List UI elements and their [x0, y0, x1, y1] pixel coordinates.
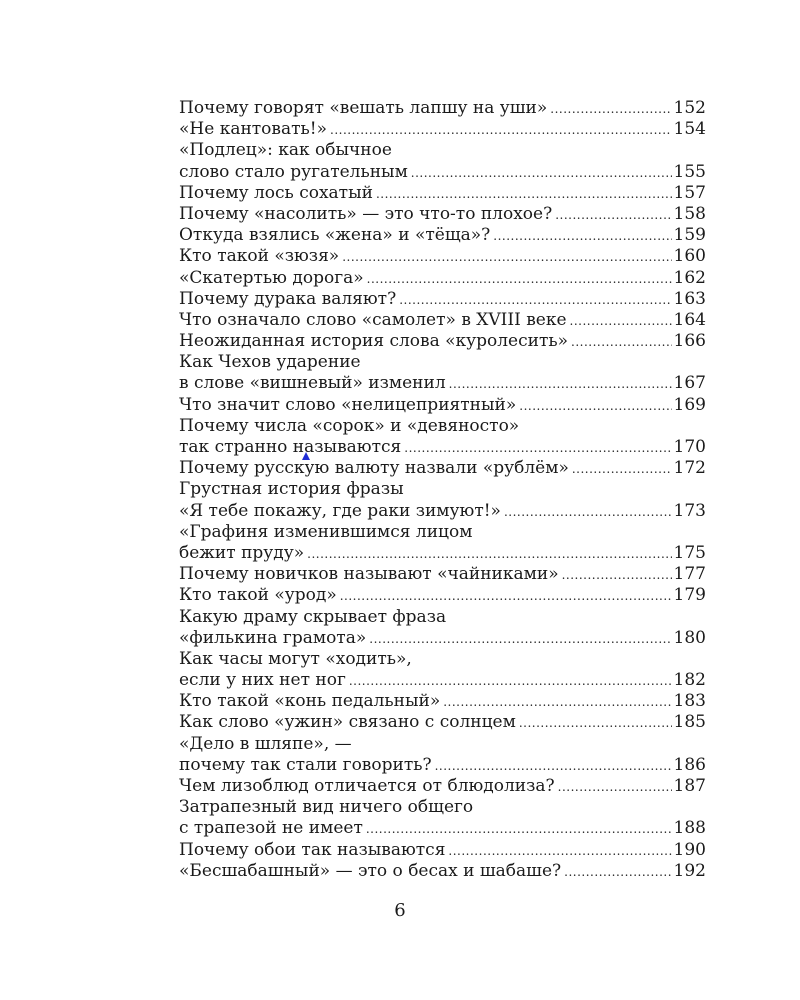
toc-leader-dots	[376, 184, 672, 205]
toc-entry	[179, 331, 706, 352]
toc-entry-title: почему так стали говорить?	[179, 754, 432, 775]
toc-leader-dots	[342, 247, 671, 268]
toc-entry-title: «Бесшабашный» — это о бесах и шабаше?	[179, 860, 562, 881]
toc-entry	[179, 712, 706, 733]
toc-entry	[179, 479, 706, 500]
toc-leader-dots	[411, 163, 672, 184]
toc-entry-page: 175	[673, 542, 706, 563]
toc-leader-dots	[519, 713, 672, 734]
toc-entry	[179, 543, 706, 564]
toc-entry-page: 152	[673, 98, 706, 118]
toc-leader-dots	[443, 692, 671, 713]
toc-leader-dots	[570, 311, 672, 332]
toc-leader-dots	[562, 565, 672, 586]
toc-entry-page: 155	[673, 161, 706, 182]
toc-entry-title: если у них нет ног	[179, 670, 346, 691]
toc-entry-title: Как слово «ужин» связано с солнцем	[179, 712, 516, 733]
toc-leader-dots	[435, 756, 672, 777]
toc-entry	[179, 119, 706, 140]
toc-entry-page: 186	[673, 754, 706, 775]
toc-entry-title: Почему числа «сорок» и «девяносто»	[179, 415, 520, 436]
toc-leader-dots	[572, 459, 672, 480]
toc-entry	[179, 225, 706, 246]
toc-leader-dots	[399, 290, 671, 311]
toc-entry-title: Затрапезный вид ничего общего	[179, 797, 474, 818]
toc-entry	[179, 522, 706, 543]
toc-entry-title: Что значит слово «нелицеприятный»	[179, 394, 517, 415]
toc-entry-title: «Скатертью дорога»	[179, 267, 364, 288]
toc-entry-title: «филькина грамота»	[179, 627, 367, 648]
toc-entry-page: 188	[673, 818, 706, 839]
toc-entry-title: Что означало слово «самолет» в XVIII веке	[179, 309, 567, 330]
toc-entry-title: Почему говорят «вешать лапшу на уши»	[179, 98, 548, 118]
toc-entry-page: 170	[673, 437, 706, 457]
toc-entry-title: Какую драму скрывает фраза	[179, 606, 447, 627]
toc-entry-title: Неожиданная история слова «куролесить»	[179, 331, 569, 352]
toc-entry	[179, 458, 706, 479]
toc-entry-page: 160	[673, 246, 706, 267]
toc-entry-page: 192	[673, 860, 706, 881]
toc-entry-title: Грустная история фразы	[179, 479, 404, 500]
toc-entry-page: 154	[673, 119, 706, 140]
toc-leader-dots	[307, 544, 671, 565]
toc-entry	[179, 585, 706, 606]
toc-entry-title: Почему русскую валюту назвали «рублём»	[179, 458, 569, 479]
toc-entry-title: Почему обои так называются	[179, 839, 446, 860]
toc-entry	[179, 373, 706, 394]
toc-entry-page: 172	[673, 458, 706, 479]
toc-entry	[179, 395, 706, 416]
toc-entry-title: Кто такой «конь педальный»	[179, 691, 441, 712]
toc-leader-dots	[558, 777, 672, 798]
toc-entry	[179, 98, 706, 119]
toc-entry-title: Почему новичков называют «чайниками»	[179, 564, 559, 585]
toc-entry-page: 187	[673, 776, 706, 796]
toc-entry	[179, 797, 706, 818]
table-of-contents	[179, 98, 706, 882]
toc-entry-page: 159	[673, 225, 706, 246]
toc-entry-title: Почему «насолить» — это что-то плохое?	[179, 203, 553, 224]
toc-entry-title: Откуда взялись «жена» и «тёща»?	[179, 225, 491, 246]
toc-entry-page: 179	[673, 585, 706, 606]
toc-entry-page: 164	[673, 309, 706, 330]
toc-entry	[179, 649, 706, 670]
toc-entry-title: Кто такой «урод»	[179, 585, 337, 606]
toc-entry	[179, 310, 706, 331]
toc-leader-dots	[369, 629, 671, 650]
toc-entry-title: «Дело в шляпе», —	[179, 733, 352, 754]
toc-entry	[179, 268, 706, 289]
toc-entry-page: 182	[673, 670, 706, 691]
page-number: 6	[394, 900, 406, 921]
toc-leader-dots	[330, 120, 672, 141]
toc-leader-dots	[404, 438, 671, 459]
toc-entry-page: 173	[673, 500, 706, 521]
toc-leader-dots	[448, 841, 671, 862]
toc-entry	[179, 818, 706, 839]
toc-leader-dots	[555, 205, 671, 226]
toc-entry	[179, 437, 706, 458]
toc-entry	[179, 840, 706, 861]
toc-entry-title: Почему лось сохатый	[179, 182, 373, 203]
toc-entry-page: 162	[673, 267, 706, 288]
toc-leader-dots	[571, 332, 672, 353]
toc-entry	[179, 628, 706, 649]
toc-entry	[179, 162, 706, 183]
toc-entry-page: 190	[673, 839, 706, 860]
toc-entry-page: 158	[673, 203, 706, 224]
toc-leader-dots	[366, 819, 672, 840]
toc-entry-title: Чем лизоблюд отличается от блюдолиза?	[179, 776, 555, 796]
toc-entry-title: Кто такой «зюзя»	[179, 246, 340, 267]
toc-leader-dots	[504, 502, 672, 523]
toc-entry-title: «Не кантовать!»	[179, 119, 328, 140]
toc-entry-title: в слове «вишневый» изменил	[179, 373, 446, 394]
toc-entry-page: 157	[673, 182, 706, 203]
toc-entry-page: 167	[673, 373, 706, 394]
toc-entry-page: 169	[673, 394, 706, 415]
toc-entry-page: 185	[673, 712, 706, 733]
toc-leader-dots	[449, 374, 672, 395]
toc-entry	[179, 140, 706, 161]
toc-entry	[179, 670, 706, 691]
toc-leader-dots	[367, 269, 672, 290]
text-cursor-marker	[302, 452, 310, 460]
toc-entry-title: бежит пруду»	[179, 542, 305, 563]
toc-entry-title: «Подлец»: как обычное	[179, 140, 392, 161]
toc-entry	[179, 204, 706, 225]
toc-entry	[179, 246, 706, 267]
toc-leader-dots	[340, 586, 672, 607]
toc-leader-dots	[564, 862, 671, 883]
toc-entry-title: так странно называются	[179, 437, 402, 457]
toc-leader-dots	[349, 671, 672, 692]
toc-entry	[179, 416, 706, 437]
toc-entry	[179, 564, 706, 585]
toc-entry-title: с трапезой не имеет	[179, 818, 363, 839]
toc-entry	[179, 352, 706, 373]
toc-entry-title: Почему дурака валяют?	[179, 288, 397, 309]
toc-entry-page: 166	[673, 331, 706, 352]
toc-entry-title: «Я тебе покажу, где раки зимуют!»	[179, 500, 501, 521]
toc-entry-title: Как часы могут «ходить»,	[179, 648, 412, 669]
toc-entry	[179, 776, 706, 797]
toc-entry-page: 177	[673, 564, 706, 585]
toc-leader-dots	[550, 99, 671, 120]
toc-entry-title: «Графиня изменившимся лицом	[179, 521, 473, 542]
toc-entry	[179, 691, 706, 712]
toc-entry-page: 183	[673, 691, 706, 712]
toc-entry-page: 163	[673, 288, 706, 309]
toc-entry	[179, 607, 706, 628]
toc-entry-title: слово стало ругательным	[179, 161, 408, 182]
toc-entry	[179, 755, 706, 776]
toc-entry-page: 180	[673, 627, 706, 648]
toc-entry	[179, 861, 706, 882]
toc-entry	[179, 501, 706, 522]
toc-entry	[179, 289, 706, 310]
toc-entry	[179, 734, 706, 755]
toc-entry	[179, 183, 706, 204]
toc-leader-dots	[519, 396, 671, 417]
toc-entry-title: Как Чехов ударение	[179, 352, 361, 373]
toc-leader-dots	[493, 226, 671, 247]
